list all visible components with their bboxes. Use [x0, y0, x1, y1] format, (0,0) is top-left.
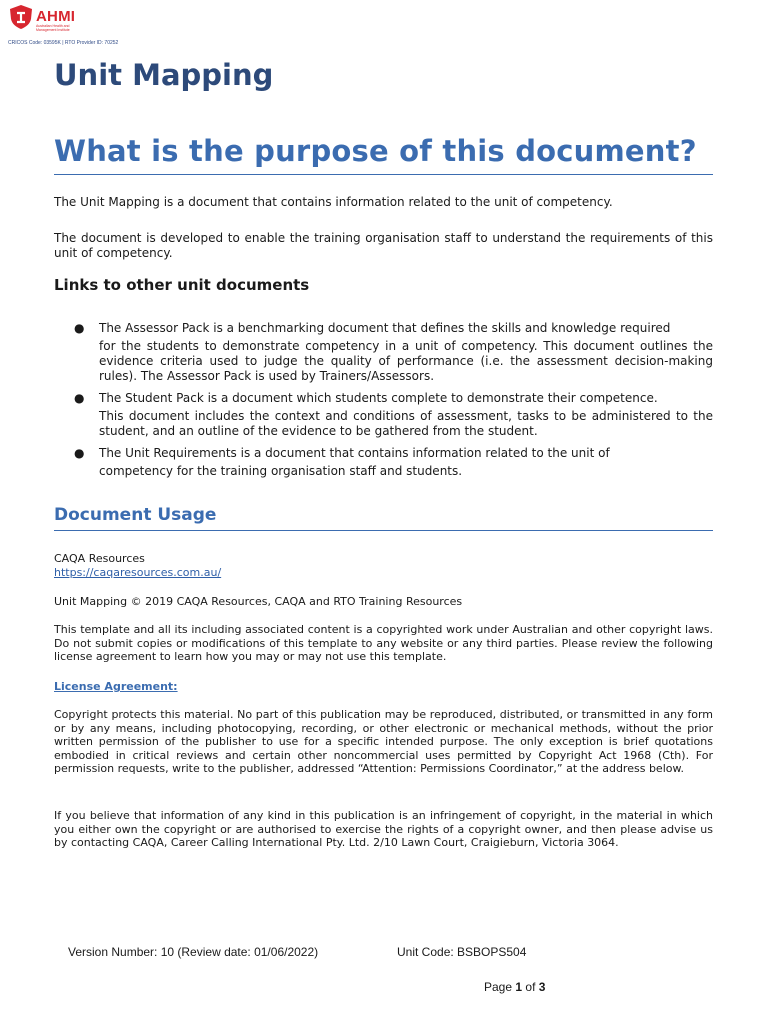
intro-paragraph-1: The Unit Mapping is a document that contains information related to the unit of competency. — [54, 195, 613, 209]
page-total: 3 — [538, 980, 546, 994]
unit-code: Unit Code: BSBOPS504 — [397, 945, 527, 959]
list-item-first-line: The Student Pack is a document which students complete to demonstrate their competence. — [99, 391, 658, 405]
list-item-text: for the students to demonstrate competency in a unit of competency. This document outlines the evidence criteria used to judge the quality of performance (i.e. the assessment decision-making rules). The Assessor Pack is used by Trainers/Assessors. — [99, 339, 713, 383]
list-item-text: This document includes the context and conditions of assessment, tasks to be administered to the student, and an outline of the evidence to be gathered from the student. — [99, 409, 713, 438]
shield-logo-icon — [8, 4, 34, 30]
logo-name: AHMI — [36, 8, 76, 25]
bullet-icon: ● — [74, 391, 85, 405]
list-item — [54, 388, 713, 439]
version-number: Version Number: 10 (Review date: 01/06/2022) — [68, 945, 319, 959]
page-label: Page — [484, 980, 513, 994]
template-notice: This template and all its including associated content is a copyrighted work under Australian and other copyright laws. Do not submit copies or modifications of this template to any website or any third parties. Please review the following license agreement to learn how you may or may not use this template. — [54, 623, 713, 664]
links-heading: Links to other unit documents — [54, 276, 310, 294]
resources-block — [54, 552, 713, 579]
document-title: Unit Mapping — [54, 58, 274, 92]
page-of: of — [525, 980, 536, 994]
cricos-line: CRICOS Code: 03595K | RTO Provider ID: 70252 — [8, 40, 119, 46]
page-number — [484, 980, 545, 994]
linked-documents-list — [54, 318, 713, 483]
list-item-first-line: The Assessor Pack is a benchmarking document that defines the skills and knowledge required — [99, 321, 671, 335]
usage-rule — [54, 530, 713, 531]
license-agreement-link[interactable]: License Agreement: — [54, 680, 178, 693]
heading-rule — [54, 174, 713, 175]
list-item — [54, 318, 713, 384]
list-item-text: competency for the training organisation staff and students. — [99, 464, 463, 478]
logo-subtitle: Australian Health and Management Institute — [36, 24, 70, 32]
usage-heading: Document Usage — [54, 505, 217, 525]
list-item — [54, 443, 713, 479]
license-text: Copyright protects this material. No part of this publication may be reproduced, distributed, or transmitted in any form or by any means, including photocopying, recording, or other electronic or mechanical methods, without the prior written permission of the publisher to use for a specific intended purpose. The only exception is brief quotations embodied in critical reviews and certain other noncommercial uses permitted by Copyright Act 1968 (Cth). For permission requests, write to the publisher, addressed “Attention: Permissions Coordinator,” at the address below. — [54, 708, 713, 776]
bullet-icon: ● — [74, 321, 85, 335]
resources-name: CAQA Resources — [54, 552, 145, 565]
list-item-first-line: The Unit Requirements is a document that contains information related to the unit of — [99, 446, 610, 460]
page-current: 1 — [515, 980, 523, 994]
infringement-text: If you believe that information of any kind in this publication is an infringement of copyright, in the material in which you either own the copyright or are authorised to exercise the rights of a copyright owner, and then please advise us by contacting CAQA, Career Calling International Pty. Ltd. 2/10 Lawn Court, Craigieburn, Victoria 3064. — [54, 809, 713, 850]
intro-paragraph-2: The document is developed to enable the training organisation staff to understand the requirements of this unit of competency. — [54, 231, 713, 260]
bullet-icon: ● — [74, 446, 85, 460]
resources-link[interactable]: https://caqaresources.com.au/ — [54, 565, 222, 579]
purpose-heading: What is the purpose of this document? — [54, 134, 697, 168]
copyright-line: Unit Mapping © 2019 CAQA Resources, CAQA and RTO Training Resources — [54, 595, 463, 608]
